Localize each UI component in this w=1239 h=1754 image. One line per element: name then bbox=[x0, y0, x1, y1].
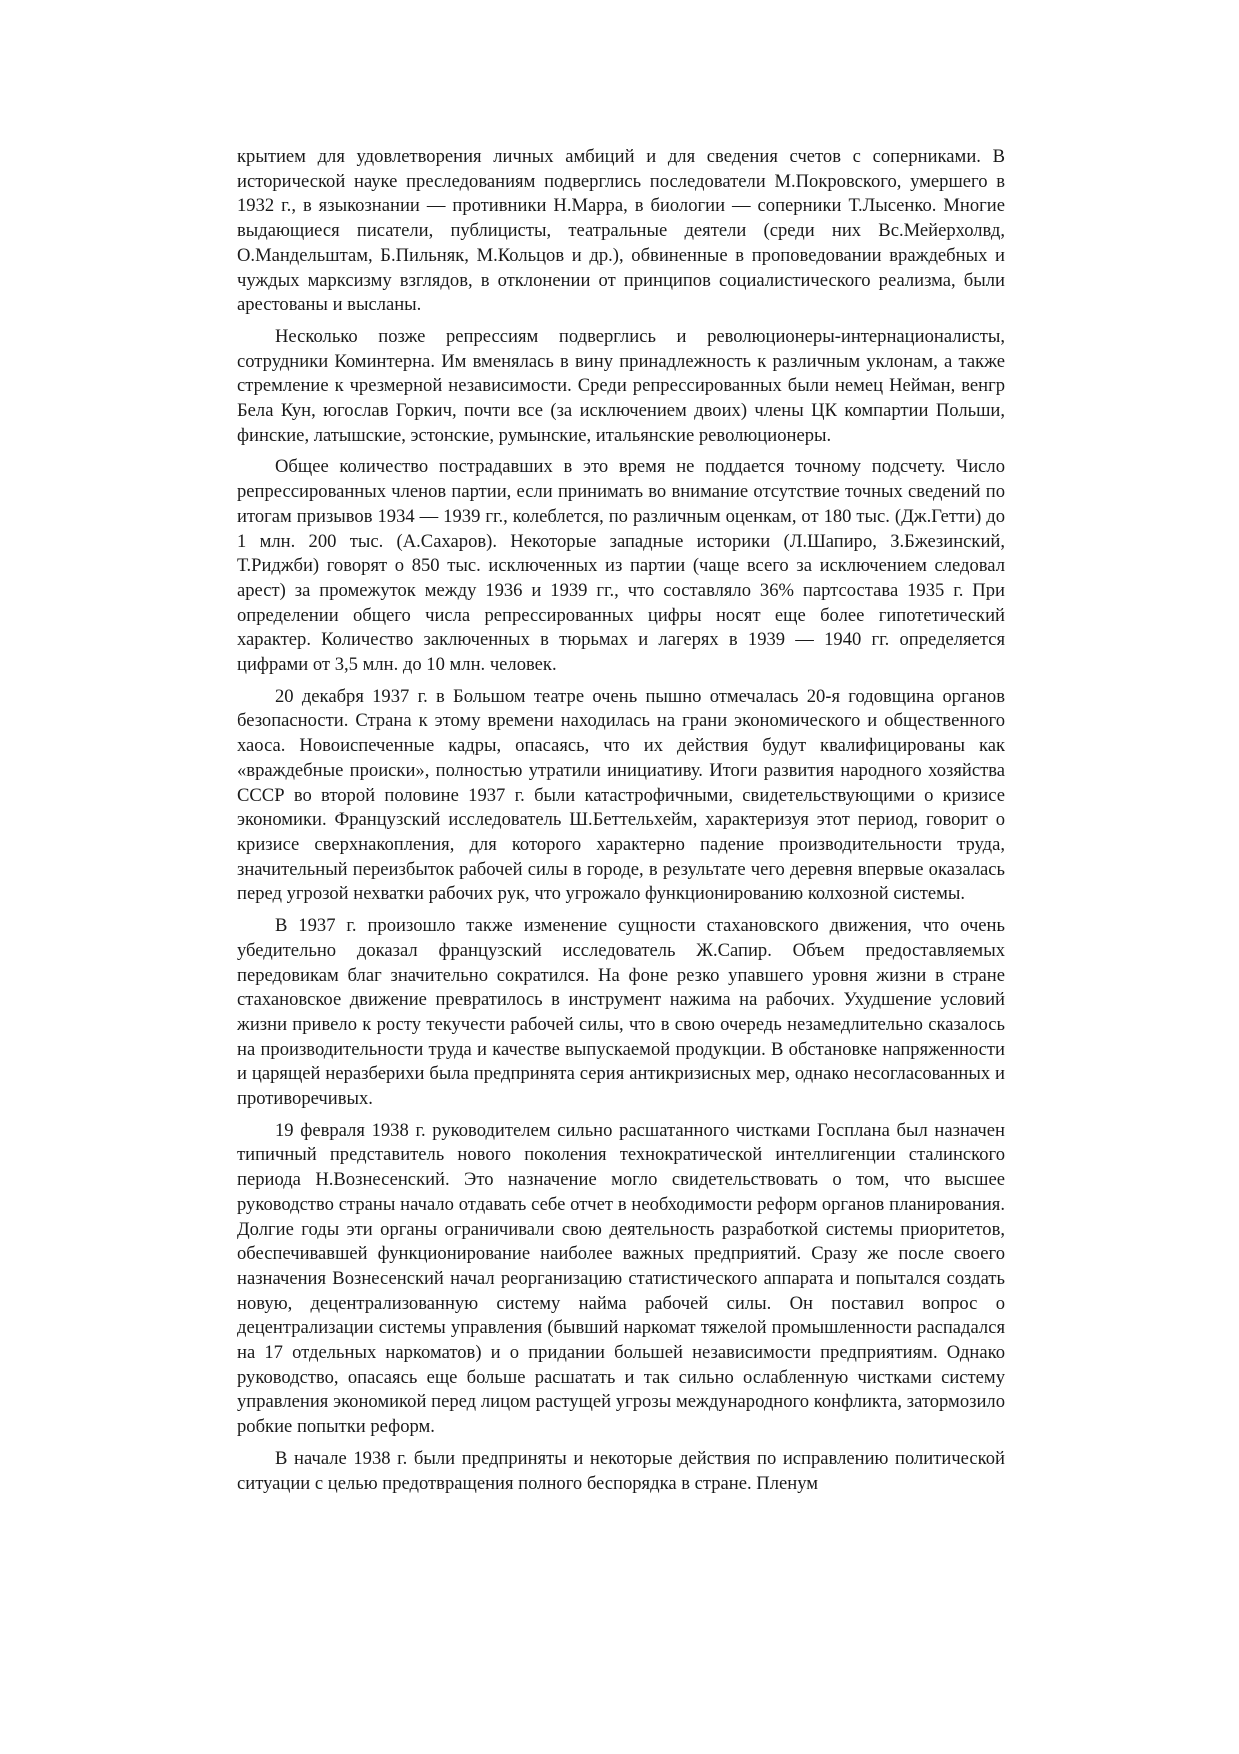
paragraph-3: Общее количество пострадавших в это время не поддается точному подсчету. Число репрессированных членов партии, если принимать во внимание отсутствие точных сведений по итогам призывов 1934 — 1939 гг., колеблется, по различным оценкам, от 180 тыс. (Дж.Гетти) до 1 млн. 200 тыс. (А.Сахаров). Некоторые западные историки (Л.Шапиро, З.Бжезинский, Т.Риджби) говорят о 850 тыс. исключенных из партии (чаще всего за исключением следовал арест) за промежуток между 1936 и 1939 гг., что составляло 36% партсостава 1935 г. При определении общего числа репрессированных цифры носят еще более гипотетический характер. Количество заключенных в тюрьмах и лагерях в 1939 — 1940 гг. определяется цифрами от 3,5 млн. до 10 млн. человек. bbox=[237, 456, 1005, 676]
paragraph-7: В начале 1938 г. были предприняты и некоторые действия по исправлению политической ситуации с целью предотвращения полного беспорядка в стране. Пленум bbox=[237, 1447, 1005, 1494]
paragraph-6: 19 февраля 1938 г. руководителем сильно расшатанного чистками Госплана был назначен типичный представитель нового поколения технократической интеллигенции сталинского периода Н.Вознесенский. Это назначение могло свидетельствовать о том, что высшее руководство страны начало отдавать себе отчет в необходимости реформ органов планирования. Долгие годы эти органы ограничивали свою деятельность разработкой системы приоритетов, обеспечивавшей функционирование наиболее важных предприятий. Сразу же после своего назначения Вознесенский начал реорганизацию статистического аппарата и попытался создать новую, децентрализованную систему найма рабочей силы. Он поставил вопрос о децентрализации системы управления (бывший наркомат тяжелой промышленности распадался на 17 отдельных наркоматов) и о придании большей независимости предприятиям. Однако руководство, опасаясь еще больше расшатать и так сильно ослабленную чистками систему управления экономикой перед лицом растущей угрозы международного конфликта, затормозило робкие попытки реформ. bbox=[237, 1119, 1005, 1438]
paragraph-2: Несколько позже репрессиям подверглись и революционеры-интернационалисты, сотрудники Коминтерна. Им вменялась в вину принадлежность к различным уклонам, а также стремление к чрезмерной независимости. Среди репрессированных были немец Нейман, венгр Бела Кун, югослав Горкич, почти все (за исключением двоих) члены ЦК компартии Польши, финские, латышские, эстонские, румынские, итальянские революционеры. bbox=[237, 325, 1005, 446]
paragraph-4: 20 декабря 1937 г. в Большом театре очень пышно отмечалась 20-я годовщина органов безопасности. Страна к этому времени находилась на грани экономического и общественного хаоса. Новоиспеченные кадры, опасаясь, что их действия будут квалифицированы как «враждебные происки», полностью утратили инициативу. Итоги развития народного хозяйства СССР во второй половине 1937 г. были катастрофичными, свидетельствующими о кризисе экономики. Французский исследователь Ш.Беттельхейм, характеризуя этот период, говорит о кризисе сверхнакопления, для которого характерно падение производительности труда, значительный переизбыток рабочей силы в городе, в результате чего деревня впервые оказалась перед угрозой нехватки рабочих рук, что угрожало функционированию колхозной системы. bbox=[237, 685, 1005, 905]
paragraph-1: крытием для удовлетворения личных амбиций и для сведения счетов с соперниками. В исторической науке преследованиям подверглись последователи М.Покровского, умершего в 1932 г., в языкознании — противники Н.Марра, в биологии — соперники Т.Лысенко. Многие выдающиеся писатели, публицисты, театральные деятели (среди них Вс.Мейерхолвд, О.Мандельштам, Б.Пильняк, М.Кольцов и др.), обвиненные в проповедовании враждебных и чуждых марксизму взглядов, в отклонении от принципов социалистического реализма, были арестованы и высланы. bbox=[237, 146, 1005, 316]
document-body bbox=[237, 145, 1005, 1503]
paragraph-5: В 1937 г. произошло также изменение сущности стахановского движения, что очень убедительно доказал французский исследователь Ж.Сапир. Объем предоставляемых передовикам благ значительно сократился. На фоне резко упавшего уровня жизни в стране стахановское движение превратилось в инструмент нажима на рабочих. Ухудшение условий жизни привело к росту текучести рабочей силы, что в свою очередь незамедлительно сказалось на производительности труда и качестве выпускаемой продукции. В обстановке напряженности и царящей неразберихи была предпринята серия антикризисных мер, однако несогласованных и противоречивых. bbox=[237, 915, 1005, 1110]
